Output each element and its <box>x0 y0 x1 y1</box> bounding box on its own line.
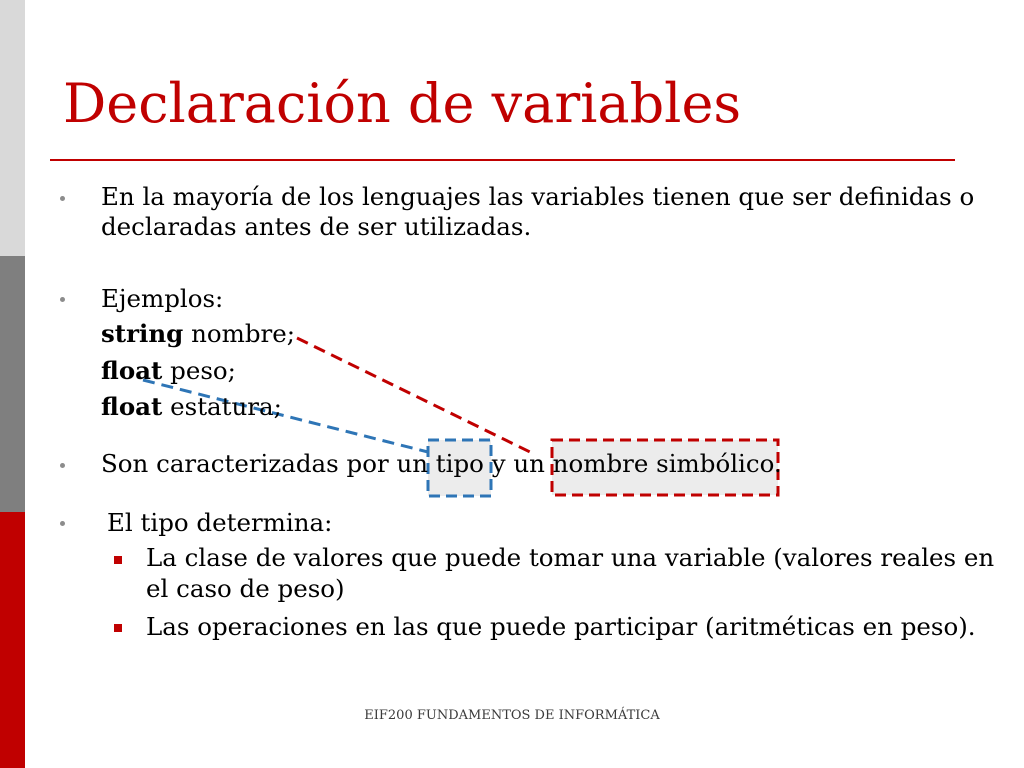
bullet-icon <box>60 196 65 201</box>
square-bullet-icon <box>114 556 122 564</box>
type-determines-label: El tipo determina: <box>107 508 333 537</box>
slide-title: Declaración de variables <box>63 72 742 135</box>
bullet-icon <box>60 297 65 302</box>
characterization-text: Son caracterizadas por un tipo y un nombre simbólico. <box>101 449 782 478</box>
examples-label: Ejemplos: <box>101 284 224 313</box>
square-bullet-icon <box>114 624 122 632</box>
declaration-text-line: En la mayoría de los lenguajes las variables tienen que ser definidas o <box>101 182 975 211</box>
code-type-keyword: string <box>101 319 184 348</box>
sub-item-text-line: Las operaciones en las que puede participar (aritméticas en peso). <box>146 612 976 641</box>
name-connector-line <box>297 338 530 452</box>
declaration-text-line: declaradas antes de ser utilizadas. <box>101 212 532 241</box>
code-type-keyword: float <box>101 392 163 421</box>
code-variable-name: nombre; <box>191 319 295 348</box>
code-variable-name: peso; <box>170 356 236 385</box>
bullet-icon <box>60 463 65 468</box>
code-declaration-line <box>101 319 295 349</box>
code-variable-name: estatura; <box>170 392 282 421</box>
bullet-icon <box>60 521 65 526</box>
slide-footer: EIF200 FUNDAMENTOS DE INFORMÁTICA <box>364 708 660 723</box>
code-type-keyword: float <box>101 356 163 385</box>
sub-item-text-line: La clase de valores que puede tomar una variable (valores reales en <box>146 543 995 572</box>
code-declaration-line <box>101 392 282 422</box>
sub-item-text-line: el caso de peso) <box>146 574 345 603</box>
code-declaration-line <box>101 356 236 386</box>
